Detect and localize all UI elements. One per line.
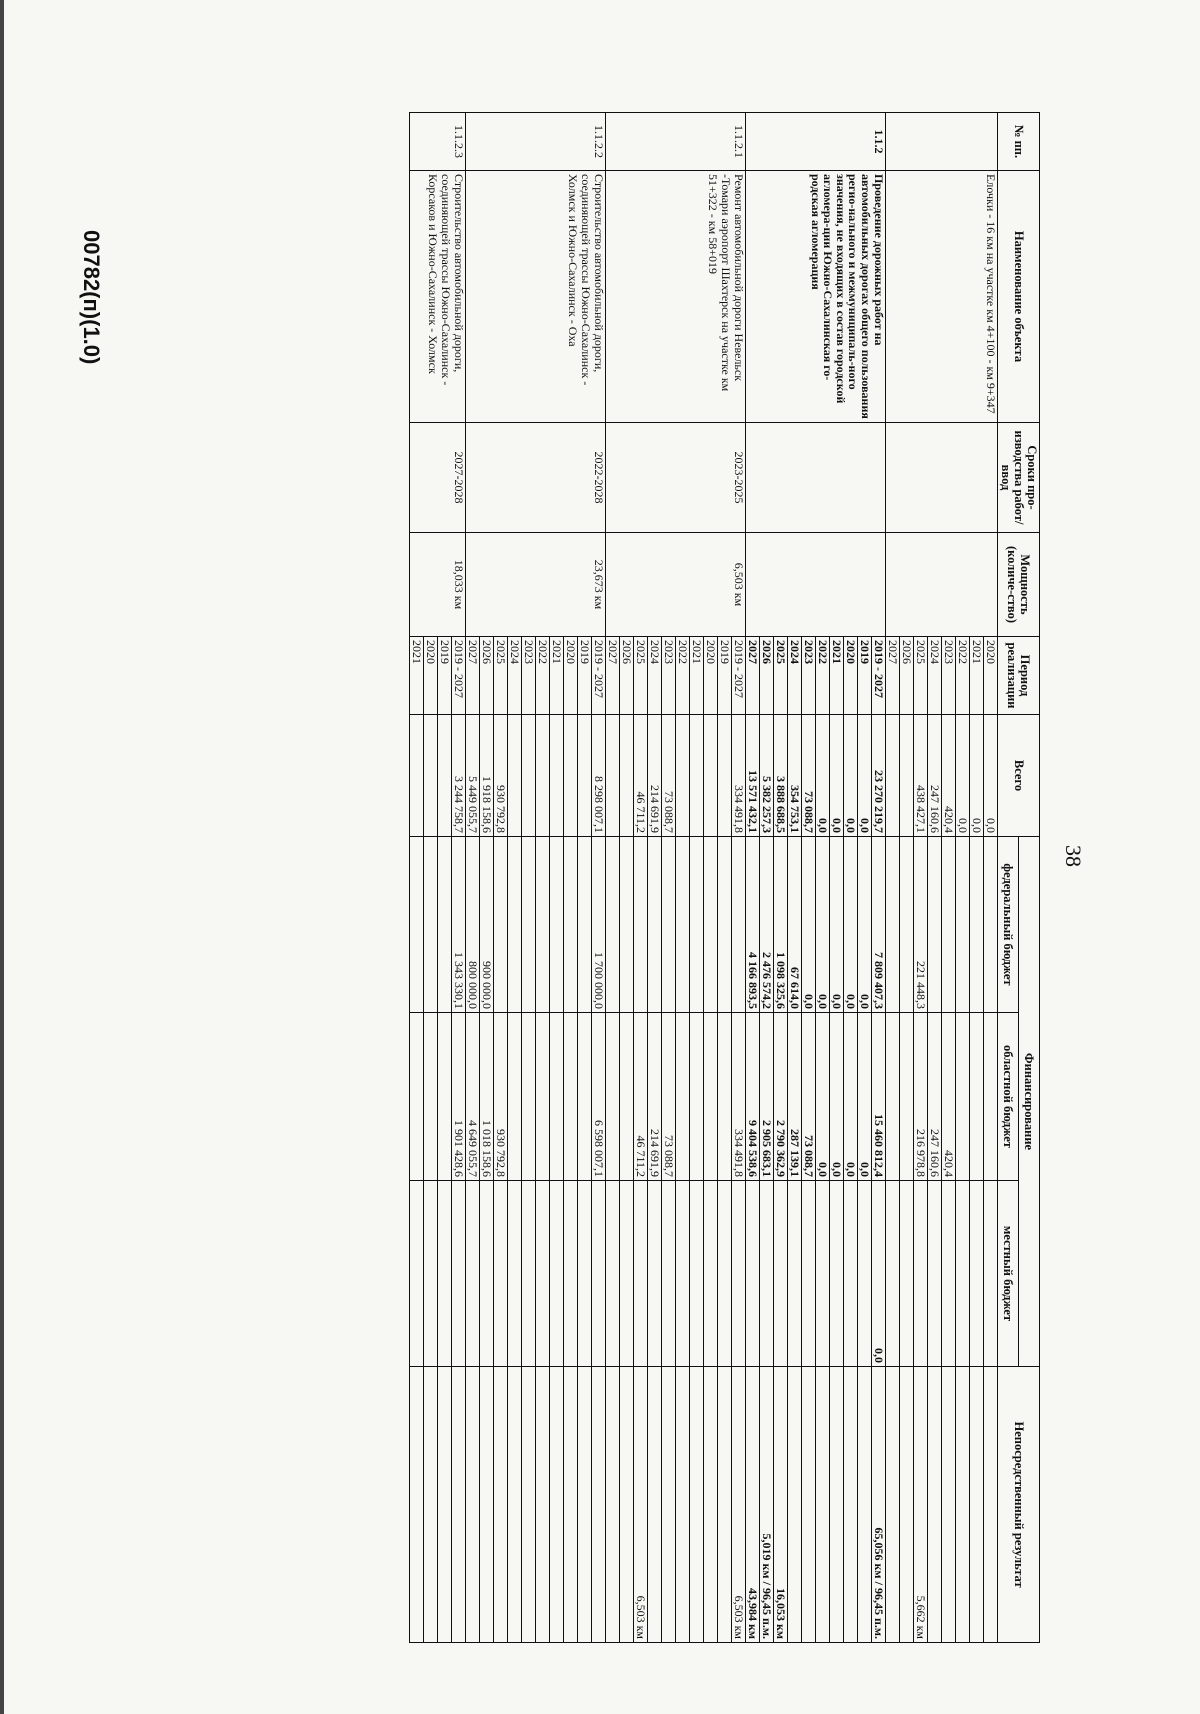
period: 2026 — [479, 637, 493, 715]
federal-budget: 67 614,0 — [787, 837, 801, 1013]
total — [899, 715, 913, 837]
direct-result — [591, 1367, 605, 1643]
regional-budget — [409, 1013, 423, 1181]
capacity: 18,033 км — [409, 533, 465, 637]
header-local: местный бюджет — [997, 1181, 1018, 1367]
period: 2025 — [633, 637, 647, 715]
local-budget — [955, 1181, 969, 1367]
direct-result — [815, 1367, 829, 1643]
regional-budget: 46 711,2 — [633, 1013, 647, 1181]
period: 2020 — [983, 637, 997, 715]
federal-budget — [647, 837, 661, 1013]
regional-budget — [423, 1013, 437, 1181]
total: 0,0 — [829, 715, 843, 837]
federal-budget — [675, 837, 689, 1013]
object-name: Елочки - 16 км на участке км 4+100 - км 9+347 — [885, 171, 997, 423]
local-budget — [451, 1181, 465, 1367]
direct-result — [941, 1367, 955, 1643]
local-budget: 0,0 — [871, 1181, 885, 1367]
local-budget — [409, 1181, 423, 1367]
period: 2023 — [941, 637, 955, 715]
capacity — [885, 533, 997, 637]
total — [507, 715, 521, 837]
regional-budget: 1 901 428,6 — [451, 1013, 465, 1181]
regional-budget — [563, 1013, 577, 1181]
financing-table — [409, 112, 1040, 1643]
direct-result — [423, 1367, 437, 1643]
table-body — [409, 113, 997, 1643]
regional-budget: 214 691,9 — [647, 1013, 661, 1181]
local-budget — [885, 1181, 899, 1367]
federal-budget — [535, 837, 549, 1013]
period: 2021 — [549, 637, 563, 715]
total — [549, 715, 563, 837]
regional-budget — [577, 1013, 591, 1181]
total: 354 753,1 — [787, 715, 801, 837]
regional-budget — [549, 1013, 563, 1181]
object-name: Ремонт автомобильной дороги Невельск -Томари аэропорт Шахтерск на участке км 51+322 - км 58+019 — [605, 171, 745, 423]
regional-budget — [619, 1013, 633, 1181]
regional-budget: 73 088,7 — [661, 1013, 675, 1181]
period: 2019 — [437, 637, 451, 715]
period: 2025 — [773, 637, 787, 715]
period: 2023 — [521, 637, 535, 715]
period: 2019 - 2027 — [591, 637, 605, 715]
federal-budget: 7 809 407,3 — [871, 837, 885, 1013]
local-budget — [605, 1181, 619, 1367]
direct-result — [451, 1367, 465, 1643]
federal-budget — [437, 837, 451, 1013]
local-budget — [899, 1181, 913, 1367]
header-financing: Финансирование — [1018, 837, 1039, 1367]
period: 2020 — [423, 637, 437, 715]
direct-result — [899, 1367, 913, 1643]
federal-budget: 0,0 — [857, 837, 871, 1013]
period: 2019 — [857, 637, 871, 715]
total — [717, 715, 731, 837]
direct-result — [507, 1367, 521, 1643]
period: 2020 — [843, 637, 857, 715]
work-terms: 2027-2028 — [409, 423, 465, 533]
table-row — [983, 113, 997, 1643]
local-budget — [437, 1181, 451, 1367]
table-row — [871, 113, 885, 1643]
federal-budget: 0,0 — [843, 837, 857, 1013]
direct-result — [493, 1367, 507, 1643]
direct-result — [857, 1367, 871, 1643]
local-budget — [675, 1181, 689, 1367]
total — [577, 715, 591, 837]
local-budget — [619, 1181, 633, 1367]
row-number: 1.1.2.2 — [465, 113, 605, 171]
period: 2019 — [577, 637, 591, 715]
federal-budget — [605, 837, 619, 1013]
total: 334 491,8 — [731, 715, 745, 837]
regional-budget — [507, 1013, 521, 1181]
period: 2021 — [829, 637, 843, 715]
work-terms: 2023-2025 — [605, 423, 745, 533]
regional-budget — [605, 1013, 619, 1181]
total: 3 244 758,7 — [451, 715, 465, 837]
regional-budget — [885, 1013, 899, 1181]
regional-budget: 0,0 — [857, 1013, 871, 1181]
federal-budget — [423, 837, 437, 1013]
regional-budget — [521, 1013, 535, 1181]
total — [521, 715, 535, 837]
direct-result — [717, 1367, 731, 1643]
period: 2019 - 2027 — [871, 637, 885, 715]
table-row — [451, 113, 465, 1643]
local-budget — [745, 1181, 759, 1367]
local-budget — [941, 1181, 955, 1367]
direct-result: 5,019 км / 96,45 п.м. — [759, 1367, 773, 1643]
capacity: 23,673 км — [465, 533, 605, 637]
local-budget — [815, 1181, 829, 1367]
total: 5 449 055,7 — [465, 715, 479, 837]
direct-result — [829, 1367, 843, 1643]
local-budget — [969, 1181, 983, 1367]
local-budget — [479, 1181, 493, 1367]
work-terms: 2022-2028 — [465, 423, 605, 533]
row-number — [885, 113, 997, 171]
period: 2024 — [647, 637, 661, 715]
total: 0,0 — [815, 715, 829, 837]
federal-budget — [619, 837, 633, 1013]
direct-result — [465, 1367, 479, 1643]
local-budget — [563, 1181, 577, 1367]
federal-budget: 1 700 000,0 — [591, 837, 605, 1013]
period: 2025 — [493, 637, 507, 715]
local-budget — [983, 1181, 997, 1367]
period: 2019 - 2027 — [731, 637, 745, 715]
capacity: 6,503 км — [605, 533, 745, 637]
direct-result: 6,503 км — [731, 1367, 745, 1643]
federal-budget — [661, 837, 675, 1013]
direct-result — [563, 1367, 577, 1643]
period: 2022 — [955, 637, 969, 715]
direct-result — [927, 1367, 941, 1643]
table-row — [591, 113, 605, 1643]
regional-budget — [969, 1013, 983, 1181]
period: 2021 — [409, 637, 423, 715]
period: 2027 — [745, 637, 759, 715]
total — [409, 715, 423, 837]
direct-result — [675, 1367, 689, 1643]
direct-result — [969, 1367, 983, 1643]
total — [563, 715, 577, 837]
regional-budget: 4 649 055,7 — [465, 1013, 479, 1181]
local-budget — [507, 1181, 521, 1367]
total — [675, 715, 689, 837]
direct-result — [689, 1367, 703, 1643]
total — [619, 715, 633, 837]
period: 2027 — [885, 637, 899, 715]
total: 23 270 219,7 — [871, 715, 885, 837]
federal-budget: 0,0 — [829, 837, 843, 1013]
total: 3 888 688,5 — [773, 715, 787, 837]
period: 2021 — [689, 637, 703, 715]
direct-result — [549, 1367, 563, 1643]
total: 5 382 257,3 — [759, 715, 773, 837]
federal-budget: 800 000,0 — [465, 837, 479, 1013]
direct-result — [647, 1367, 661, 1643]
direct-result: 43,984 км — [745, 1367, 759, 1643]
page-number-text: 38 — [1061, 845, 1086, 867]
local-budget — [759, 1181, 773, 1367]
capacity — [745, 533, 885, 637]
row-number: 1.1.2.1 — [605, 113, 745, 171]
regional-budget — [689, 1013, 703, 1181]
local-budget — [535, 1181, 549, 1367]
federal-budget — [521, 837, 535, 1013]
federal-budget — [549, 837, 563, 1013]
total: 247 160,6 — [927, 715, 941, 837]
local-budget — [633, 1181, 647, 1367]
total: 13 571 432,1 — [745, 715, 759, 837]
regional-budget: 15 460 812,4 — [871, 1013, 885, 1181]
local-budget — [591, 1181, 605, 1367]
object-name: Строительство автомобильной дороги, соединяющей трассы Южно-Сахалинск - Корсаков и Южно-Сахалинск - Холмск — [409, 171, 465, 423]
local-budget — [647, 1181, 661, 1367]
direct-result — [983, 1367, 997, 1643]
direct-result: 16,053 км — [773, 1367, 787, 1643]
regional-budget: 0,0 — [829, 1013, 843, 1181]
local-budget — [521, 1181, 535, 1367]
local-budget — [913, 1181, 927, 1367]
regional-budget: 420,4 — [941, 1013, 955, 1181]
total: 73 088,7 — [801, 715, 815, 837]
direct-result — [535, 1367, 549, 1643]
local-budget — [773, 1181, 787, 1367]
direct-result — [619, 1367, 633, 1643]
regional-budget — [437, 1013, 451, 1181]
row-number: 1.1.2.3 — [409, 113, 465, 171]
header-regional: областной бюджет — [997, 1013, 1018, 1181]
total — [703, 715, 717, 837]
federal-budget — [969, 837, 983, 1013]
federal-budget: 1 343 330,1 — [451, 837, 465, 1013]
direct-result — [787, 1367, 801, 1643]
federal-budget — [955, 837, 969, 1013]
direct-result — [843, 1367, 857, 1643]
regional-budget: 1 018 158,6 — [479, 1013, 493, 1181]
period: 2019 - 2027 — [451, 637, 465, 715]
period: 2026 — [759, 637, 773, 715]
regional-budget: 930 792,8 — [493, 1013, 507, 1181]
header-no: № пп. — [997, 113, 1039, 171]
local-budget — [703, 1181, 717, 1367]
local-budget — [465, 1181, 479, 1367]
federal-budget — [507, 837, 521, 1013]
direct-result — [437, 1367, 451, 1643]
period: 2022 — [675, 637, 689, 715]
regional-budget: 2 905 683,1 — [759, 1013, 773, 1181]
work-terms — [885, 423, 997, 533]
federal-budget: 0,0 — [801, 837, 815, 1013]
total: 0,0 — [983, 715, 997, 837]
regional-budget: 216 978,8 — [913, 1013, 927, 1181]
object-name: Проведение дорожных работ на автомобильных дорогах общего пользования регио-нального и межмуниципаль-ного значения, не входящих в состав городской агломера-ции Южно-Сахалинская го-родская агломерация — [745, 171, 885, 423]
period: 2024 — [927, 637, 941, 715]
federal-budget — [983, 837, 997, 1013]
direct-result: 6,503 км — [633, 1367, 647, 1643]
regional-budget: 2 790 362,9 — [773, 1013, 787, 1181]
period: 2027 — [465, 637, 479, 715]
federal-budget — [927, 837, 941, 1013]
direct-result — [605, 1367, 619, 1643]
period: 2021 — [969, 637, 983, 715]
period: 2027 — [605, 637, 619, 715]
table-row — [731, 113, 745, 1643]
period: 2026 — [899, 637, 913, 715]
direct-result: 5,662 км — [913, 1367, 927, 1643]
regional-budget — [675, 1013, 689, 1181]
total: 0,0 — [969, 715, 983, 837]
regional-budget — [983, 1013, 997, 1181]
federal-budget: 900 000,0 — [479, 837, 493, 1013]
local-budget — [787, 1181, 801, 1367]
direct-result — [479, 1367, 493, 1643]
total — [885, 715, 899, 837]
regional-budget: 247 160,6 — [927, 1013, 941, 1181]
direct-result — [955, 1367, 969, 1643]
regional-budget: 73 088,7 — [801, 1013, 815, 1181]
direct-result: 65,056 км / 96,45 п.м. — [871, 1367, 885, 1643]
header-capacity: Мощность (количе-ство) — [997, 533, 1039, 637]
header-total: Всего — [997, 715, 1039, 837]
local-budget — [927, 1181, 941, 1367]
direct-result — [577, 1367, 591, 1643]
local-budget — [493, 1181, 507, 1367]
local-budget — [549, 1181, 563, 1367]
direct-result — [703, 1367, 717, 1643]
total — [423, 715, 437, 837]
local-budget — [717, 1181, 731, 1367]
total — [437, 715, 451, 837]
period: 2020 — [703, 637, 717, 715]
period: 2023 — [661, 637, 675, 715]
regional-budget: 334 491,8 — [731, 1013, 745, 1181]
regional-budget: 6 598 007,1 — [591, 1013, 605, 1181]
regional-budget: 287 139,1 — [787, 1013, 801, 1181]
period: 2026 — [619, 637, 633, 715]
period: 2023 — [801, 637, 815, 715]
regional-budget: 0,0 — [815, 1013, 829, 1181]
local-budget — [857, 1181, 871, 1367]
document-code-text: 00782(п)(1.0) — [79, 230, 104, 365]
total: 8 298 007,1 — [591, 715, 605, 837]
total: 0,0 — [857, 715, 871, 837]
total: 1 918 158,6 — [479, 715, 493, 837]
direct-result — [409, 1367, 423, 1643]
total: 420,4 — [941, 715, 955, 837]
total: 0,0 — [843, 715, 857, 837]
federal-budget: 0,0 — [815, 837, 829, 1013]
local-budget — [423, 1181, 437, 1367]
total: 214 691,9 — [647, 715, 661, 837]
scan-edge — [0, 0, 4, 1714]
local-budget — [661, 1181, 675, 1367]
period: 2024 — [507, 637, 521, 715]
header-result: Непосредственный результат — [997, 1367, 1039, 1643]
direct-result — [661, 1367, 675, 1643]
regional-budget: 9 404 538,6 — [745, 1013, 759, 1181]
work-terms — [745, 423, 885, 533]
total: 930 792,8 — [493, 715, 507, 837]
total — [535, 715, 549, 837]
total: 0,0 — [955, 715, 969, 837]
local-budget — [843, 1181, 857, 1367]
federal-budget — [717, 837, 731, 1013]
total — [605, 715, 619, 837]
federal-budget — [703, 837, 717, 1013]
local-budget — [689, 1181, 703, 1367]
total — [689, 715, 703, 837]
total: 73 088,7 — [661, 715, 675, 837]
header-terms: Сроки про-изводства работ/ ввод — [997, 423, 1039, 533]
header-period: Период реализации — [997, 637, 1039, 715]
federal-budget — [899, 837, 913, 1013]
period: 2022 — [815, 637, 829, 715]
federal-budget: 1 098 325,6 — [773, 837, 787, 1013]
period: 2024 — [787, 637, 801, 715]
direct-result — [885, 1367, 899, 1643]
period: 2025 — [913, 637, 927, 715]
federal-budget — [941, 837, 955, 1013]
header-name: Наименование объекта — [997, 171, 1039, 423]
period: 2020 — [563, 637, 577, 715]
direct-result — [521, 1367, 535, 1643]
row-number: 1.1.2 — [745, 113, 885, 171]
local-budget — [829, 1181, 843, 1367]
federal-budget: 4 166 893,5 — [745, 837, 759, 1013]
object-name: Строительство автомобильной дороги, соединяющей трассы Южно-Сахалинск - Холмск и Южно-Сахалинск - Оха — [465, 171, 605, 423]
direct-result — [801, 1367, 815, 1643]
federal-budget — [689, 837, 703, 1013]
federal-budget — [633, 837, 647, 1013]
federal-budget — [577, 837, 591, 1013]
federal-budget — [731, 837, 745, 1013]
federal-budget — [885, 837, 899, 1013]
federal-budget — [563, 837, 577, 1013]
federal-budget: 221 448,3 — [913, 837, 927, 1013]
regional-budget — [717, 1013, 731, 1181]
federal-budget — [493, 837, 507, 1013]
table-header — [997, 113, 1039, 1643]
federal-budget: 2 476 574,2 — [759, 837, 773, 1013]
regional-budget — [955, 1013, 969, 1181]
period: 2022 — [535, 637, 549, 715]
local-budget — [577, 1181, 591, 1367]
total: 438 427,1 — [913, 715, 927, 837]
local-budget — [801, 1181, 815, 1367]
regional-budget — [703, 1013, 717, 1181]
federal-budget — [409, 837, 423, 1013]
total: 46 711,2 — [633, 715, 647, 837]
regional-budget — [899, 1013, 913, 1181]
regional-budget — [535, 1013, 549, 1181]
local-budget — [731, 1181, 745, 1367]
regional-budget: 0,0 — [843, 1013, 857, 1181]
period: 2019 — [717, 637, 731, 715]
header-federal: федеральный бюджет — [997, 837, 1018, 1013]
rotated-document — [160, 112, 1040, 1642]
